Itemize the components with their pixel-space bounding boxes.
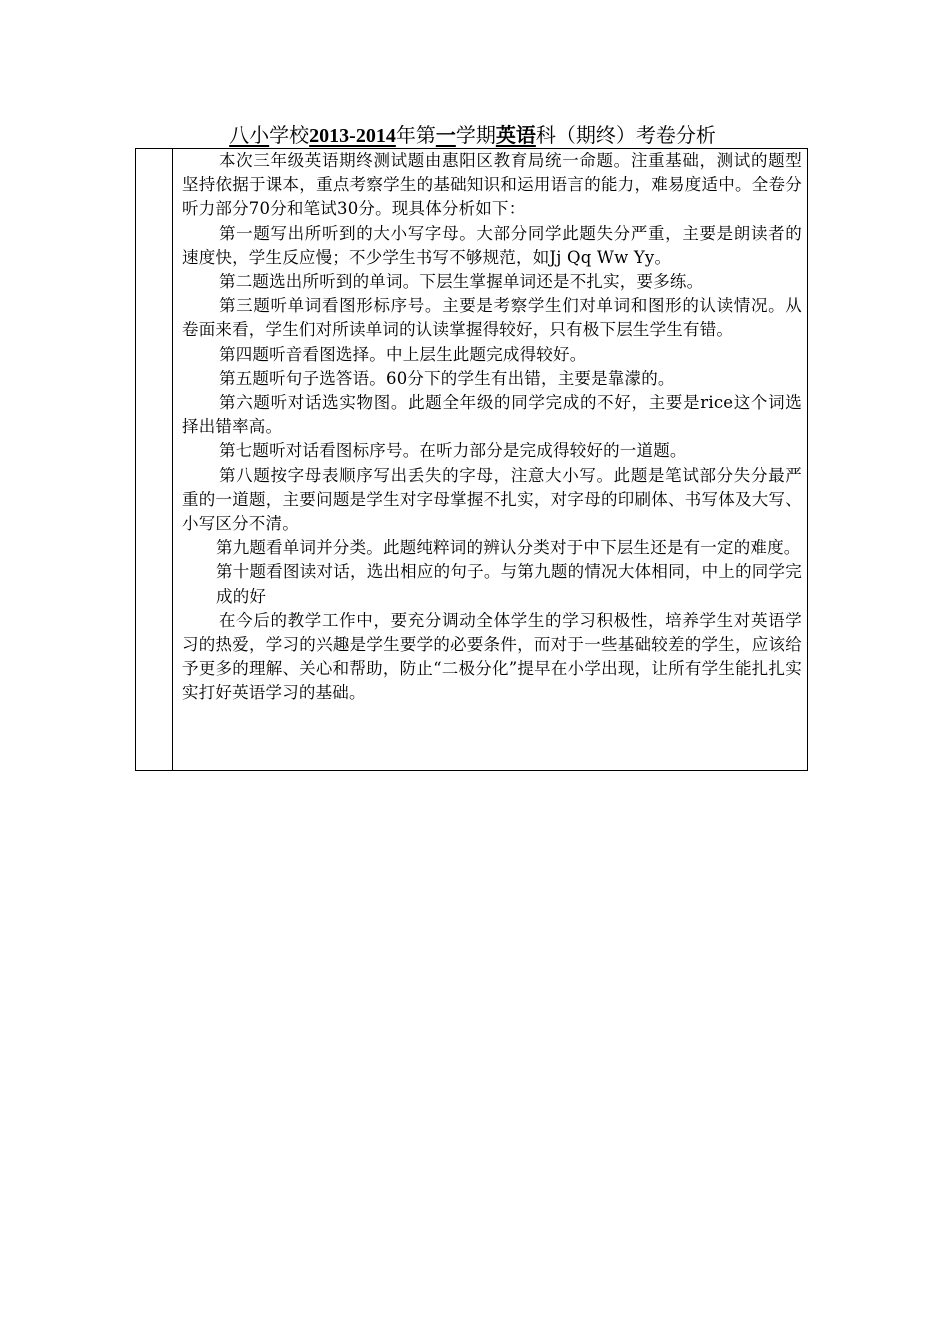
table-left-column	[136, 149, 173, 770]
school-label: 学校	[269, 123, 310, 147]
subject-name: 英语	[495, 123, 536, 147]
term-label: 学期	[455, 123, 496, 147]
analysis-table	[135, 148, 808, 771]
year-label: 年第	[395, 123, 436, 147]
paragraph-intro: 本次三年级英语期终测试题由惠阳区教育局统一命题。注重基础，测试的题型坚持依据于课本，重点考察学生的基础知识和运用语言的能力，难易度适中。全卷分听力部分70分和笔试30分。现具体分析如下：	[182, 151, 802, 219]
paragraph-question-5: 第五题听句子选答语。60分下的学生有出错，主要是靠濛的。	[219, 368, 675, 388]
paragraph-question-10: 第十题看图读对话，选出相应的句子。与第九题的情况大体相同，中上的同学完成的好	[216, 562, 802, 606]
paragraph-question-2: 第二题选出所听到的单词。下层生掌握单词还是不扎实，要多练。	[219, 272, 704, 292]
paragraph-question-4: 第四题听音看图选择。中上层生此题完成得较好。	[219, 344, 587, 364]
paragraph-conclusion: 在今后的教学工作中，要充分调动全体学生的学习积极性，培养学生对英语学习的热爱，学习的兴趣是学生要学的必要条件，而对于一些基础较差的学生，应该给予更多的理解、关心和帮助，防止“二极分化”提早在小学出现，让所有学生能扎扎实实打好英语学习的基础。	[182, 610, 802, 703]
school-years: 2013-2014	[309, 125, 396, 147]
paragraph-question-7: 第七题听对话看图标序号。在听力部分是完成得较好的一道题。	[219, 441, 687, 461]
paragraph-question-1: 第一题写出所听到的大小写字母。大部分同学此题失分严重，主要是朗读者的速度快，学生反应慢；不少学生书写不够规范，如Jj Qq Ww Yy。	[182, 223, 802, 267]
page-title	[135, 121, 810, 150]
school-name: 八小	[229, 123, 270, 147]
paragraph-question-3: 第三题听单词看图形标序号。主要是考察学生们对单词和图形的认读情况。从卷面来看，学生们对所读单词的认读掌握得较好，只有极下层生学生有错。	[182, 296, 802, 340]
paragraph-question-9: 第九题看单词并分类。此题纯粹词的辨认分类对于中下层生还是有一定的难度。	[216, 538, 801, 558]
analysis-content	[182, 149, 802, 706]
paragraph-question-8: 第八题按字母表顺序写出丢失的字母，注意大小写。此题是笔试部分失分最严重的一道题，主要问题是学生对字母掌握不扎实，对字母的印刷体、书写体及大写、小写区分不清。	[182, 465, 802, 534]
term-number: 一	[435, 123, 456, 147]
paragraph-question-6: 第六题听对话选实物图。此题全年级的同学完成的不好，主要是rice这个词选择出错率高。	[182, 393, 802, 437]
subject-label: 科（期终）考卷分析	[535, 123, 716, 147]
